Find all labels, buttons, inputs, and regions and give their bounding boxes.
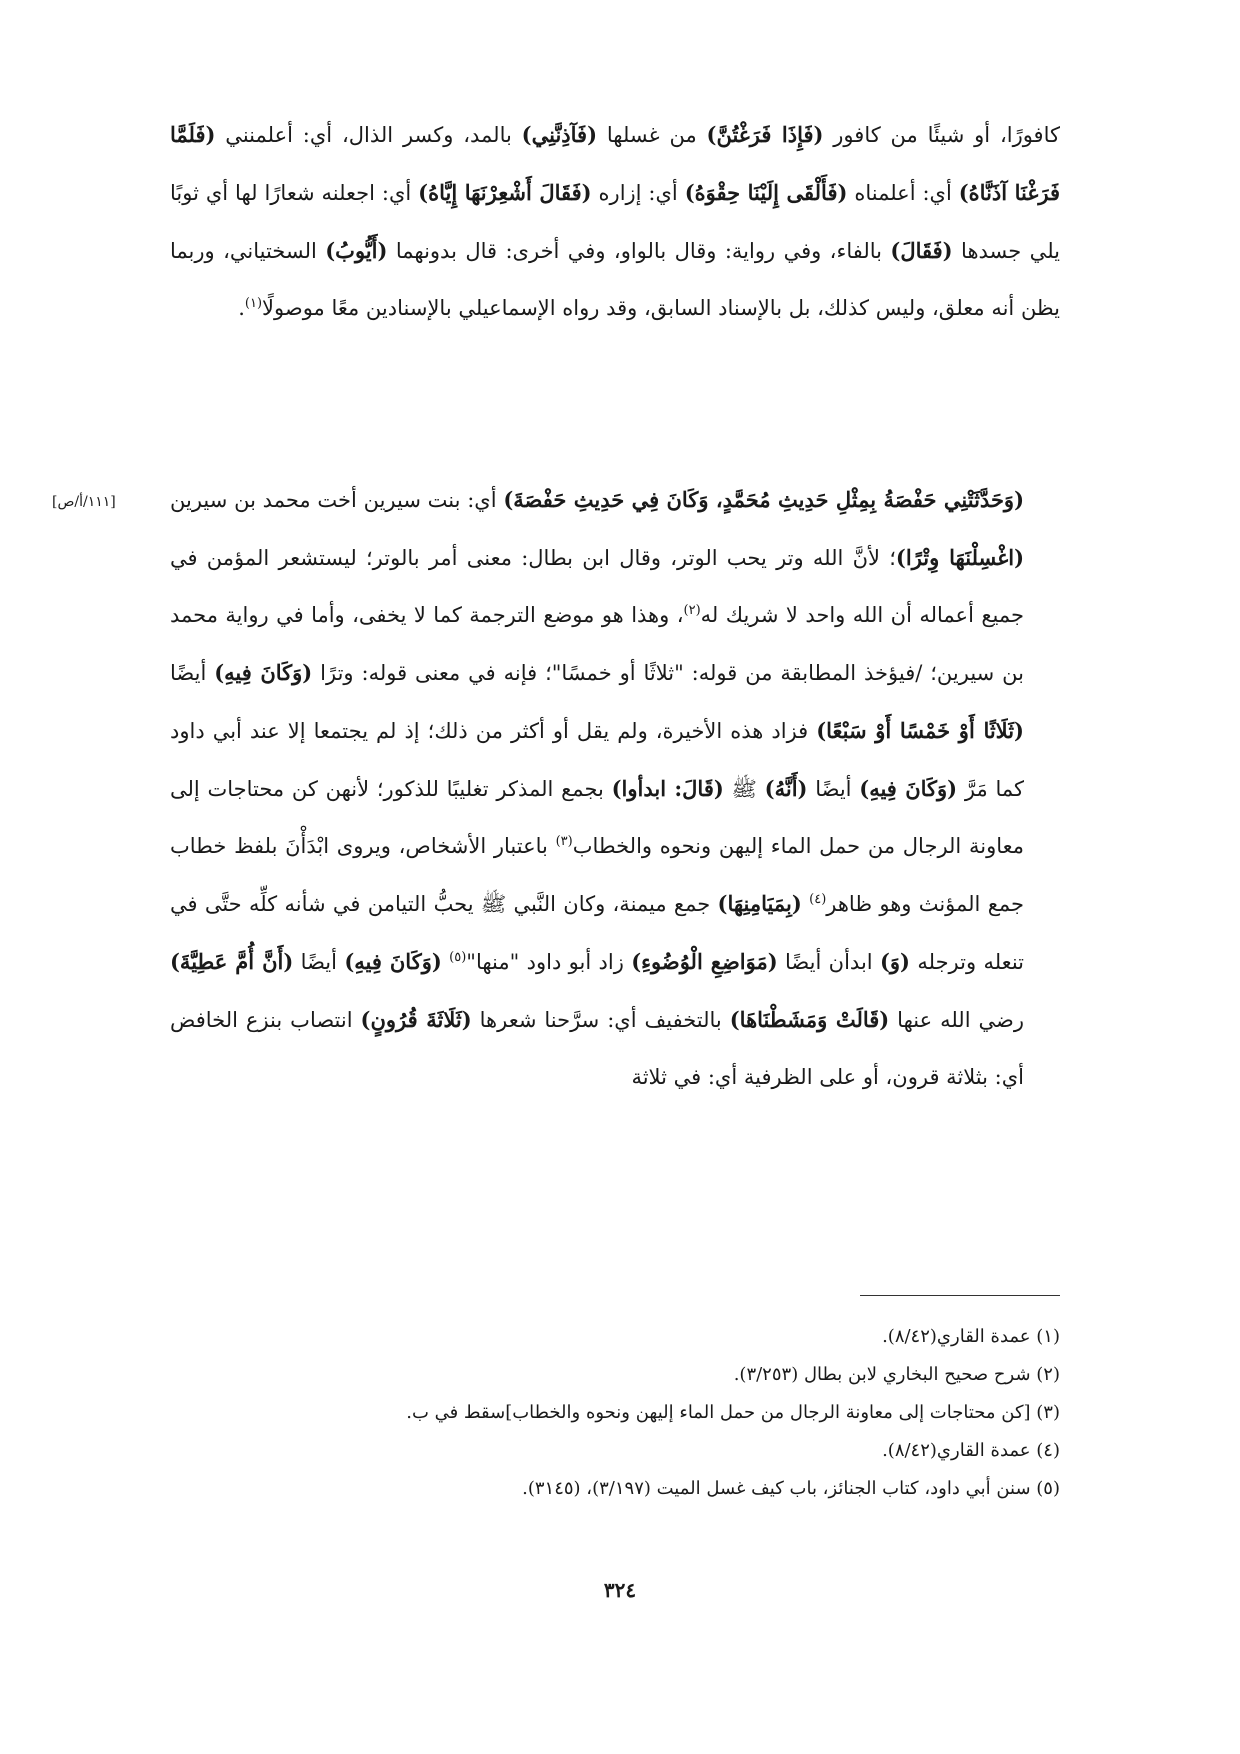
footnote-ref[interactable]: (٢) [683,603,701,618]
text-run: فزاد هذه الأخيرة، ولم يقل أو أكثر من ذلك؛ إذ لم يجتمعا إلا عند أبي داود كما مَرَّ [170,719,1024,801]
hadith-quote: (وَكَانَ فِيهِ) [214,660,313,685]
hadith-quote: (فَقَالَ) [890,238,953,263]
footnote-ref[interactable]: (٤) [809,892,827,907]
footnote-text: عمدة القاري(٨/٤٢). [882,1326,1037,1347]
text-run: زاد أبو داود "منها" [466,950,632,974]
text-run: أيضًا [293,950,345,974]
text-run: جمع ميمنة، وكان النَّبي ﷺ يحبُّ التيامن في شأنه كلِّه حتَّى في تنعله وترجله [170,892,1024,974]
text-run: ، وهذا هو موضع الترجمة كما لا يخفى، وأما في رواية محمد بن سيرين؛ /فيؤخذ المطابقة من قوله: "ثلاثًا أو خمسًا"؛ فإنه في معنى قوله: وترًا [170,603,1025,685]
margin-folio-note: [١١١/أ/ص] [52,494,116,510]
text-run: ؛ لأنَّ الله وتر يحب الوتر، وقال ابن بطال: معنى أمر بالوتر؛ ليستشعر المؤمن في جميع أعماله أن الله واحد لا شريك له [170,546,1024,627]
text-run: بجمع المذكر تغليبًا للذكور؛ لأنهن كن محتاجات إلى معاونة الرجال من حمل الماء إليهن ونحوه والخطاب [170,777,1024,858]
text-run: بالتخفيف أي: سرَّحنا شعرها [471,1008,730,1032]
footnote-item [170,1394,1060,1432]
footnote-item [170,1432,1060,1470]
footnote-number: (٤) [1036,1440,1060,1461]
hadith-quote: (فَقَالَ أَشْعِرْنَهَا إِيَّاهُ) [418,180,592,205]
text-run: ابدأن أيضًا [777,950,880,974]
footnote-item [170,1318,1060,1356]
hadith-quote: (فَآذِنَّنِي) [521,122,598,147]
text-run: . [238,296,245,320]
text-run: من غسلها [597,123,707,147]
hadith-quote: (أَيُّوبُ) [325,238,388,263]
footnote-text: شرح صحيح البخاري لابن بطال (٣/٢٥٣). [733,1364,1037,1385]
footnote-number: (١) [1036,1326,1060,1347]
text-run: أي: بنت سيرين أخت محمد بن سيرين [170,488,504,512]
hadith-quote: (بِمَيَامِنِهَا) [717,891,802,916]
hadith-quote: (اغْسِلْنَهَا وِتْرًا) [895,545,1025,570]
footnote-text: [كن محتاجات إلى معاونة الرجال من حمل الماء إليهن ونحوه والخطاب]سقط في ب. [406,1402,1037,1423]
text-run: بالمد، وكسر الذال، أي: أعلمنني [215,123,522,147]
hadith-quote: (فَأَلْقَى إِلَيْنَا حِقْوَهُ) [684,180,848,205]
text-run: ﷺ [723,777,765,801]
footnote-ref[interactable]: (٣) [555,834,573,849]
hadith-quote: (وَكَانَ فِيهِ) [344,949,442,974]
text-run: أيضًا [807,777,860,801]
hadith-quote: (قَالَتْ وَمَشَطْنَاهَا) [729,1007,890,1032]
footnote-ref[interactable]: (٥) [449,950,467,965]
text-run: أيضًا [170,661,215,685]
text-run: السختياني، وربما يظن أنه معلق، وليس كذلك، بل بالإسناد السابق، وقد رواه الإسماعيلي بالإسنادين معًا موصولًا [170,239,1060,320]
footnotes [170,1318,1060,1508]
text-run: أي: أعلمناه [847,181,959,205]
hadith-quote: (ثَلَاثَةَ قُرُونٍ) [360,1007,472,1032]
footnote-text: عمدة القاري(٨/٤٢). [882,1440,1037,1461]
footnote-item [170,1356,1060,1394]
hadith-quote: (فَإِذَا فَرَغْتُنَّ) [706,122,824,147]
hadith-quote: (مَوَاضِعِ الْوُضُوءِ) [631,949,778,974]
paragraph-2 [170,471,1060,1106]
hadith-quote: (وَ) [879,949,910,974]
footnote-number: (٥) [1036,1478,1060,1499]
page-number: ٣٢٤ [603,1578,637,1602]
footnote-item [170,1470,1060,1508]
footnote-separator [860,1295,1060,1296]
text-run: باعتبار الأشخاص، ويروى ابْدَأْنَ بلفظ خطاب جمع المؤنث وهو ظاهر [170,834,1024,916]
hadith-quote: (فَلَمَّا فَرَغْنَا آذَنَّاهُ) [170,122,1061,205]
text-run: أي: إزاره [591,181,685,205]
text-run: بالفاء، وفي رواية: وقال بالواو، وفي أخرى: قال بدونهما [387,239,891,263]
text-run: أي: اجعلنه شعارًا لها أي ثوبًا يلي جسدها [170,181,1060,263]
footnote-text: سنن أبي داود، كتاب الجنائز، باب كيف غسل الميت (٣/١٩٧)، (٣١٤٥). [522,1478,1037,1499]
hadith-quote: (قَالَ: ابدأوا) [611,776,724,801]
text-run: انتصاب بنزع الخافض أي: بثلاثة قرون، أو على الظرفية أي: في ثلاثة [170,1008,1024,1089]
text-run: رضي الله عنها [889,1008,1024,1032]
hadith-quote: (ثَلَاثًا أَوْ خَمْسًا أَوْ سَبْعًا) [816,718,1024,743]
footnote-number: (٢) [1036,1364,1060,1385]
hadith-quote: (وَحَدَّثَتْنِي حَفْصَةُ بِمِثْلِ حَدِيثِ مُحَمَّدٍ، وَكَانَ فِي حَدِيثِ حَفْصَةَ) [503,487,1024,512]
hadith-quote: (أَنَّهُ) [764,776,808,801]
hadith-quote: (أَنَّ أُمَّ عَطِيَّةَ) [170,949,294,974]
footnote-number: (٣) [1036,1402,1060,1423]
paragraph-1 [170,106,1060,337]
footnote-ref[interactable]: (١) [244,296,263,311]
hadith-quote: (وَكَانَ فِيهِ) [859,776,958,801]
text-run: كافورًا، أو شيئًا من كافور [823,123,1060,147]
